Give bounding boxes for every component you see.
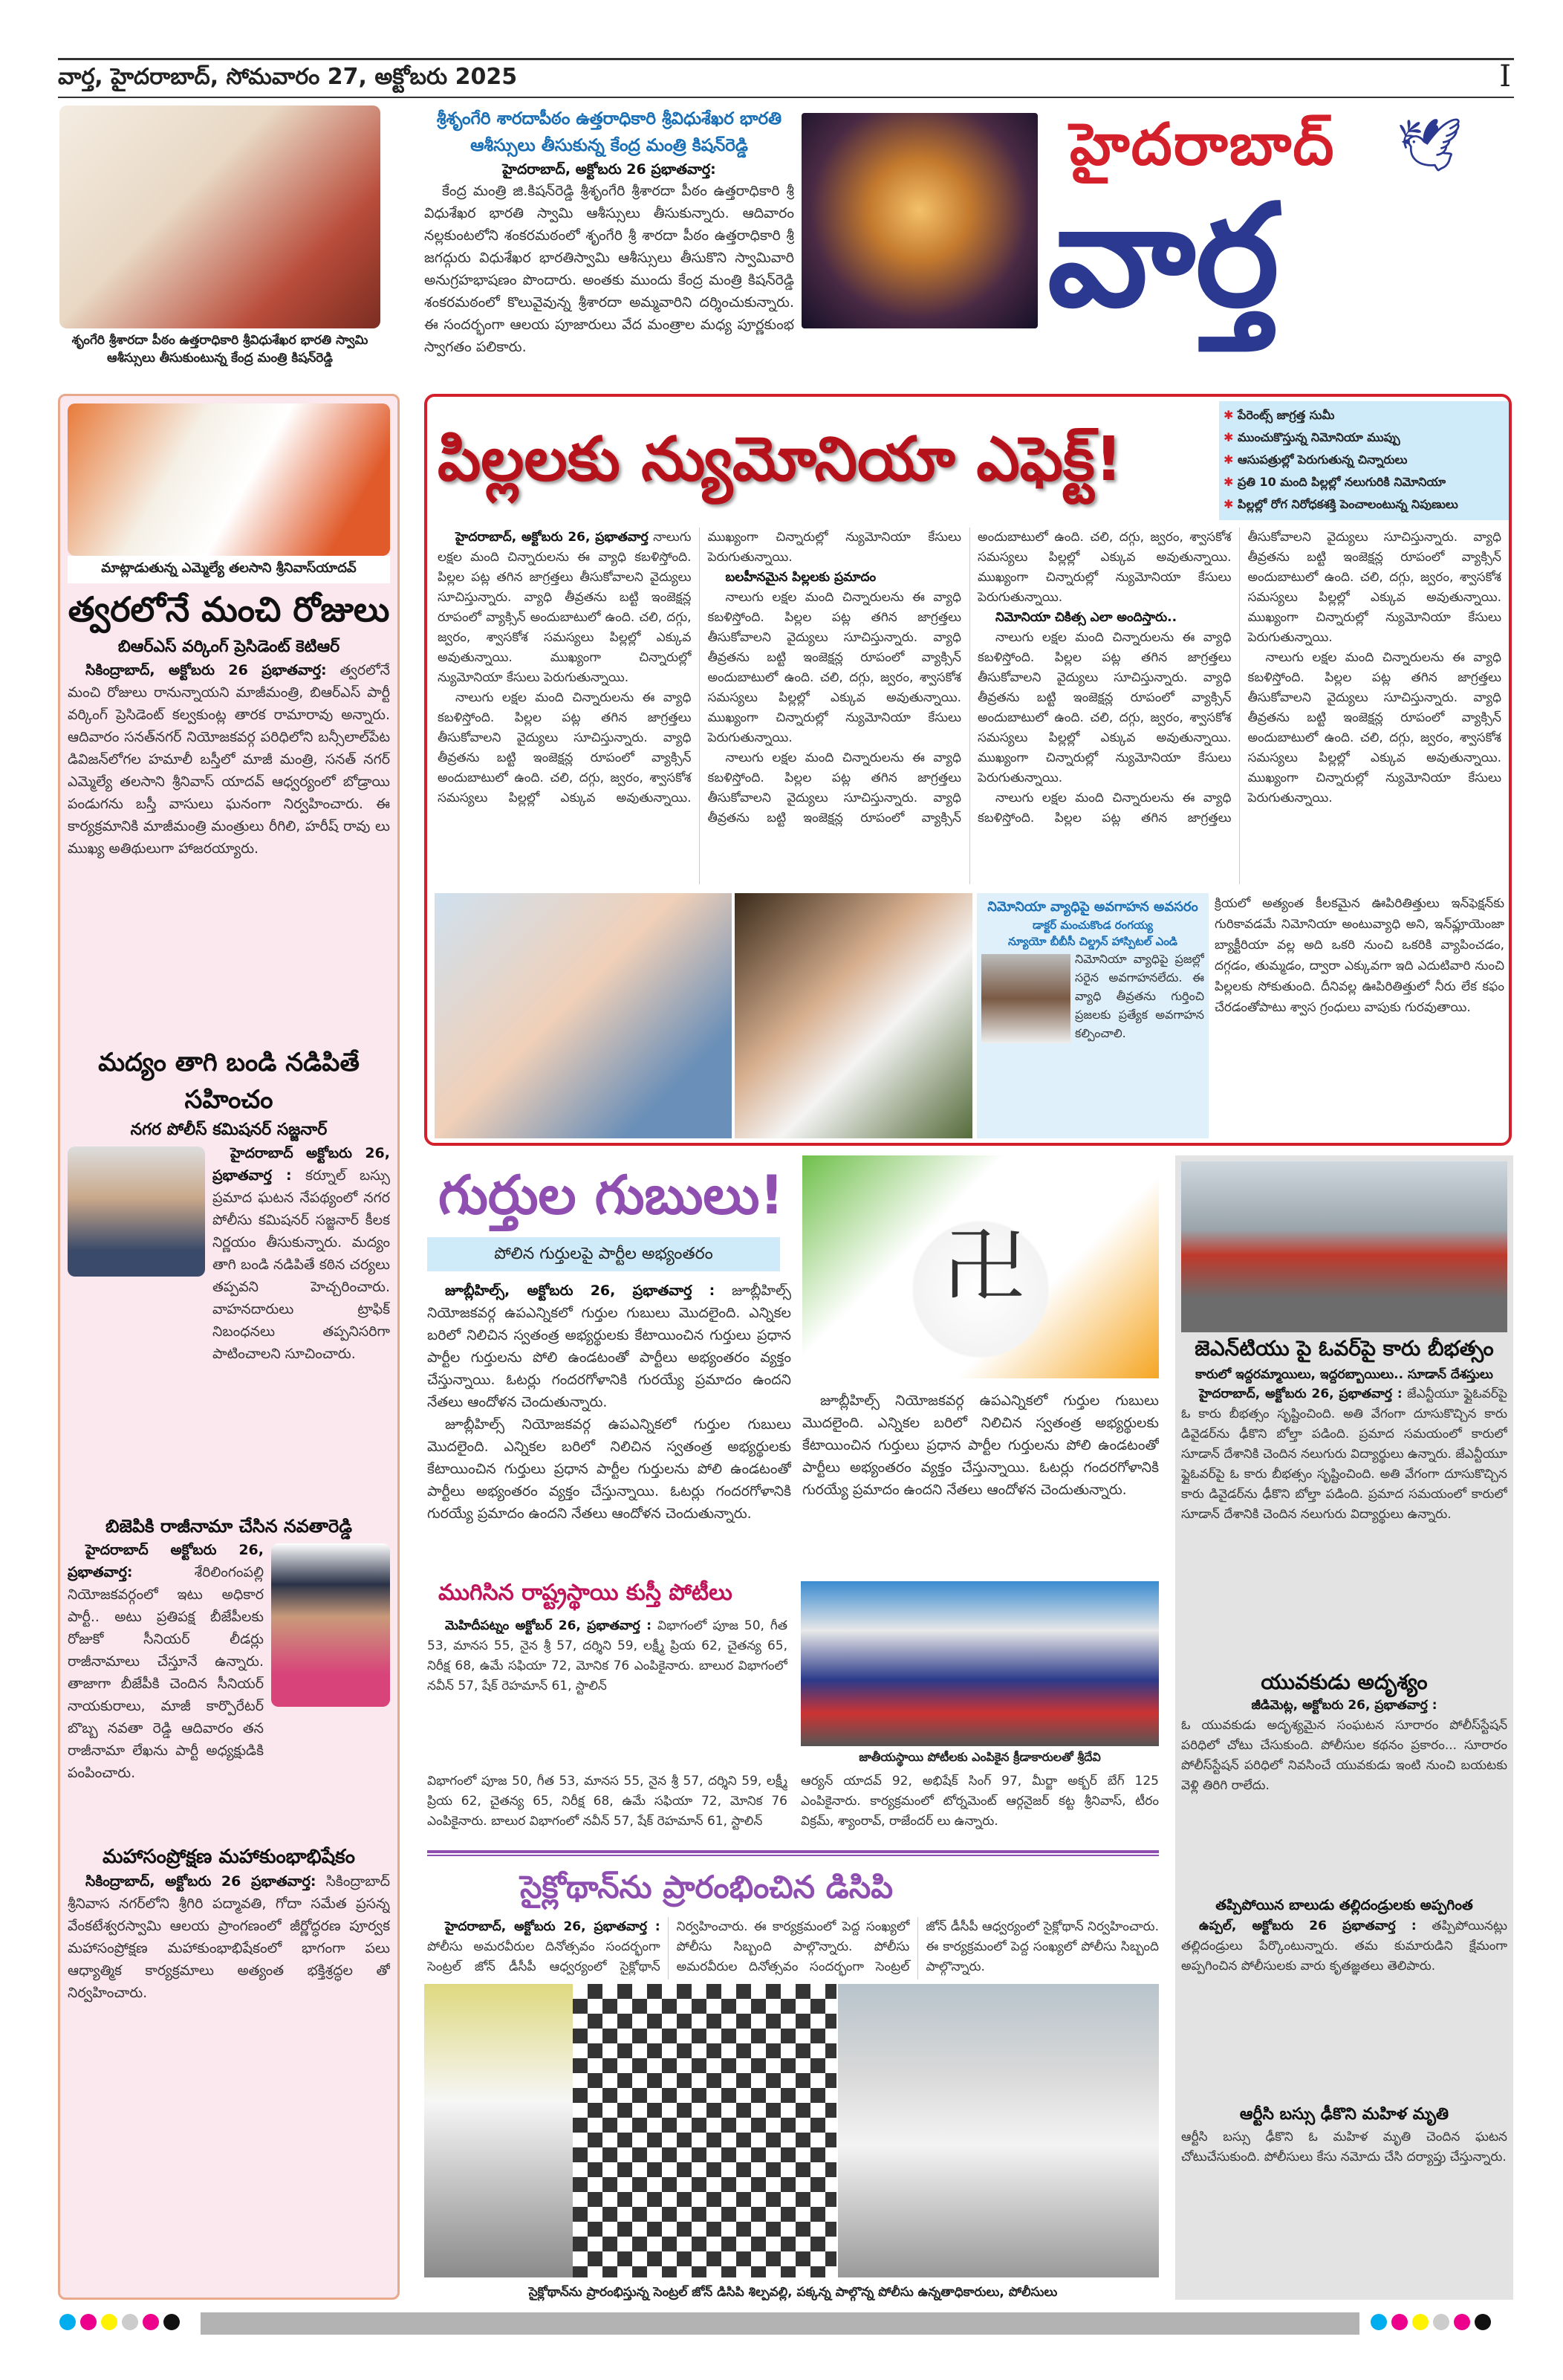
symbols-headline: గుర్తుల గుబులు! [438, 1164, 784, 1226]
talasani-photo [68, 403, 390, 556]
navatha-reddy-photo [271, 1543, 390, 1707]
top-story-body [424, 180, 794, 380]
masthead-name: వార్త [1047, 174, 1279, 338]
wrestlers-photo [801, 1581, 1159, 1746]
wrestling-text: విభాగంలో పూజ 50, గీత 53, మానస 55, నైన శ్రీ 57, దర్శిని 59, లక్ష్మీ ప్రియ 62, చైతన్య 65, నిరీక్ష 68, ఉమే సఫియా 72, మోనిక 76 ఎంపికైనారు. బాలుర విభాగంలో నవీన్ 57, షేక్ రెహమాన్ 61, స్టాలిన్ [427, 1618, 787, 1693]
bullet: ✱ పిల్లల్లో రోగ నిరోధకశక్తి పెంచాలంటున్న నిపుణులు [1224, 497, 1458, 511]
top-story-text: కేంద్ర మంత్రి జి.కిషన్‌రెడ్డి శ్రీశృంగేరి శ్రీశారదా పీఠం ఉత్తరాధికారి శ్రీ విధుశేఖర భారతి స్వామి ఆశీస్సులు తీసుకున్నారు. ఆదివారం నల్లకుంటలోని శంకరమఠంలో శృంగేరి శ్రీ శారదా పీఠం ఉత్తరాధికారి శ్రీ జగద్గురు విధుశేఖర భారతిస్వామి ఆశీస్సులు తీసుకొని స్వామివారి అనుగ్రహభాషణం పొందారు. అంతకు ముందు కేంద్ర మంత్రి కిషన్‌రెడ్డి శంకరమఠంలో కొలువైవున్న శ్రీశారదా అమ్మవారిని దర్శించుకున్నారు. ఈ సందర్భంగా ఆలయ పూజారులు వేద మంత్రాల మధ్య పూర్ణకుంభ స్వాగతం పలికారు. [424, 183, 794, 355]
lead-subhead-1: బలహీనమైన పిల్లలకు ప్రమాదం [725, 570, 877, 585]
charminar-photo [802, 113, 1038, 328]
swastik-mark-icon: 卍 [943, 1219, 1025, 1314]
top-story-dateline: హైదరాబాద్, అక్టోబరు 26 ప్రభాతవార్త: [502, 161, 716, 178]
section-divider [427, 1850, 1159, 1856]
registration-marks-left [59, 2314, 180, 2330]
story2-wrap [68, 1142, 390, 1506]
story1-body [68, 659, 390, 1038]
lead-text: నాలుగు లక్షల మంది చిన్నారులను ఈ వ్యాధి కబళిస్తోంది. పిల్లల పట్ల తగిన జాగ్రత్తలు తీసుకోవాలని వైద్యులు సూచిస్తున్నారు. వ్యాధి తీవ్రతను బట్టి ఇంజెక్షన్ల రూపంలో వ్యాక్సిన్ అందుబాటులో ఉంది. చలి, దగ్గు, జ్వరం, శ్వాసకోశ సమస్యలు పిల్లల్లో ఎక్కువ అవుతున్నాయి. ముఖ్యంగా చిన్నారుల్లో న్యుమోనియా కేసులు పెరుగుతున్నాయి. [707, 530, 1232, 826]
cyclothon-text: పోలీసు అమరవీరుల దినోత్సవం సందర్భంగా సెంట్రల్ జోన్ డీసీపీ ఆధ్వర్యంలో సైక్లోథాన్ నిర్వహించారు. ఈ కార్యక్రమంలో పెద్ద సంఖ్యలో పోలీసు సిబ్బంది పాల్గొన్నారు. [676, 1919, 1159, 1974]
sajjanar-photo [68, 1147, 205, 1277]
ballot-symbols-illustration [802, 1155, 1159, 1378]
story4-dateline: సికింద్రాబాద్, అక్టోబరు 26 ప్రభాతవార్త: [85, 1873, 316, 1890]
story2-text: కర్నూల్ బస్సు ప్రమాద ఘటన నేపథ్యంలో నగర పోలీసు కమిషనర్ సజ్జనార్ కీలక నిర్ణయం తీసుకున్నారు. మద్యం తాగి బండి నడిపితే కఠిన చర్యలు తప్పవని హెచ్చరించారు. వాహనదారులు ట్రాఫిక్ నిబంధనలు తప్పనిసరిగా పాటించాలని సూచించారు. [212, 1167, 390, 1362]
symbols-text: జూబ్లీహిల్స్ నియోజకవర్గ ఉపఎన్నికలో గుర్తుల గుబులు మొదలైంది. ఎన్నికల బరిలో నిలిచిన స్వతంత్ర అభ్యర్థులకు కేటాయించిన గుర్తులు ప్రధాన పార్టీల గుర్తులను పోలి ఉండటంతో పార్టీలు అభ్యంతరం వ్యక్తం చేస్తున్నాయి. ఓటర్లు గందరగోళానికి గురయ్యే ప్రమాదం ఉందని నేతలు ఆందోళన చెందుతున్నారు. [802, 1392, 1159, 1498]
story1-text: త్వరలోనే మంచి రోజులు రానున్నాయని మాజీమంత్రి, బిఆర్ఎస్ పార్టీ వర్కింగ్ ప్రెసిడెంట్ కల్వకుంట్ల తారక రామారావు అన్నారు. ఆదివారం సనత్‌నగర్ నియోజకవర్గ పరిధిలోని బన్సీలాల్‌పేట డివిజన్‌లోగల హమాలీ బస్తీలో మాజీ మంత్రి, సనత్ నగర్ ఎమ్మెల్యే తలసాని శ్రీనివాస్ యాదవ్ ఆధ్వర్యంలో బోడ్రాయి పండుగను బస్తీ వాసులు ఘనంగా నిర్వహించారు. ఈ కార్యక్రమానికి మాజీమంత్రి మంత్రులు రీగిలి, హరీష్ రావు లు ముఖ్య అతిథులుగా హాజరయ్యారు. [68, 662, 390, 857]
story1-dateline: సికింద్రాబాద్, అక్టోబరు 26 ప్రభాతవార్త: [85, 662, 327, 678]
header-rule-top [58, 58, 1514, 60]
bullet-text: ఆసుపత్రుల్లో పెరుగుతున్న చిన్నారులు [1237, 453, 1408, 467]
lead-text: నాలుగు లక్షల మంది చిన్నారులను ఈ వ్యాధి కబళిస్తోంది. పిల్లల పట్ల తగిన జాగ్రత్తలు తీసుకోవాలని వైద్యులు సూచిస్తున్నారు. వ్యాధి తీవ్రతను బట్టి ఇంజెక్షన్ల రూపంలో వ్యాక్సిన్ అందుబాటులో ఉంది. చలి, దగ్గు, జ్వరం, శ్వాసకోశ సమస్యలు పిల్లల్లో ఎక్కువ అవుతున్నాయి. ముఖ్యంగా చిన్నారుల్లో న్యుమోనియా కేసులు పెరుగుతున్నాయి. [978, 530, 1501, 826]
accident-dateline: హైదరాబాద్, అక్టోబరు 26, ప్రభాతవార్త : [1199, 1387, 1403, 1401]
story3-dateline: హైదరాబాద్ అక్టోబరు 26, ప్రభాతవార్త: [68, 1542, 264, 1580]
sick-child-photo-1 [435, 893, 732, 1138]
page-dateline: వార్త, హైదరాబాద్, సోమవారం 27, అక్టోబరు 2025 [58, 64, 518, 90]
top-story [424, 106, 794, 382]
expert-body-continued: క్రియలో అత్యంత కీలకమైన ఊపిరితిత్తులు ఇన్‌ఫెక్షన్‌కు గురికావడమే నిమోనియా అంటువ్యాధి అని, ఇన్‌ఫ్లూయెంజా బ్యాక్టీరియా వల్ల అది ఒకరి నుంచి ఒకరికి వ్యాపించడం, దగ్గడం, తుమ్మడం, ద్వారా ఎక్కువగా ఇది ఎదుటివారి నుంచి పిల్లలకు సోకుతుంది. దీనివల్ల ఊపిరితిత్తులో నీరు లేక కఫం చేరడంతోపాటు శ్వాస గ్రంధులు వాపుకు గురవుతాయి. [1215, 896, 1504, 1015]
story3-text: శేరిలింగంపల్లి నియోజకవర్గంలో ఇటు అధికార పార్టీ.. అటు ప్రతిపక్ష బీజేపీలకు రోజుకో సీనియర్ లీడర్లు రాజీనామాలు చేస్తూనే ఉన్నారు. తాజాగా బీజేపీకి చెందిన సీనియర్ నాయకురాలు, మాజీ కార్పొరేటర్ బొబ్బ నవతా రెడ్డి ఆదివారం తన రాజీనామా లేఖను పార్టీ అధ్యక్షుడికి పంపించారు. [68, 1564, 264, 1781]
story3-wrap [68, 1539, 390, 1836]
kishan-reddy-photo [59, 106, 380, 328]
cyclothon-headline: సైక్లోథాన్‌ను ప్రారంభించిన డిసిపి [520, 1869, 894, 1905]
lead-text: నాలుగు లక్షల మంది చిన్నారులను ఈ వ్యాధి కబళిస్తోంది. పిల్లల పట్ల తగిన జాగ్రత్తలు తీసుకోవాలని వైద్యులు సూచిస్తున్నారు. వ్యాధి తీవ్రతను బట్టి ఇంజెక్షన్ల రూపంలో వ్యాక్సిన్ అందుబాటులో ఉంది. చలి, దగ్గు, జ్వరం, శ్వాసకోశ సమస్యలు పిల్లల్లో ఎక్కువ అవుతున్నాయి. ముఖ్యంగా చిన్నారుల్లో న్యుమోనియా కేసులు పెరుగుతున్నాయి. [978, 630, 1232, 785]
story2-body [212, 1142, 390, 1365]
lead-dateline: హైదరాబాద్, అక్టోబరు 26, ప్రభాతవార్త [455, 530, 649, 545]
story4-text: సికింద్రాబాద్ శ్రీనివాస నగర్‌లోని శ్రీగిరి పద్మావతి, గోదా సమేత ప్రసన్న వేంకటేశ్వరస్వామి ఆలయ ప్రాంగణంలో జీర్ణోద్ధరణ పూర్వక మహాసంప్రోక్షణ మహాకుంభాభిషేకంలో భాగంగా పలు ఆధ్యాత్మిక కార్యక్రమాలు అత్యంత భక్తిశ్రద్ధల తో నిర్వహించారు. [68, 1873, 390, 2001]
symbols-text: జూబ్లీహిల్స్ నియోజకవర్గ ఉపఎన్నికలో గుర్తుల గుబులు మొదలైంది. ఎన్నికల బరిలో నిలిచిన స్వతంత్ర అభ్యర్థులకు కేటాయించిన గుర్తులు ప్రధాన పార్టీల గుర్తులను పోలి ఉండటంతో పార్టీలు అభ్యంతరం వ్యక్తం చేస్తున్నాయి. ఓటర్లు గందరగోళానికి గురయ్యే ప్రమాదం ఉందని నేతలు ఆందోళన చెందుతున్నారు. [427, 1283, 791, 1410]
bullet: ✱ ఆసుపత్రుల్లో పెరుగుతున్న చిన్నారులు [1224, 453, 1408, 467]
bullet: ✱ పేరెంట్స్ జాగ్రత్త సుమీ [1224, 408, 1335, 422]
bullet-text: పేరెంట్స్ జాగ్రత్త సుమీ [1237, 408, 1335, 422]
sick-child-photo-2 [735, 893, 972, 1138]
boy-body [1181, 1916, 1507, 2102]
wrestling-dateline: మెహిదీపట్నం అక్టోబర్ 26, ప్రభాతవార్త : [445, 1618, 652, 1633]
expert-box [977, 893, 1209, 1138]
bullet-text: ముంచుకొస్తున్న నిమోనియా ముప్పు [1237, 430, 1400, 444]
bus-headline: ఆర్టీసి బస్సు ఢీకొని మహిళ మృతి [1239, 2105, 1449, 2124]
story3-body [68, 1539, 264, 1784]
story1-headline: త్వరలోనే మంచి రోజులు [68, 589, 390, 629]
cyclothon-dateline: హైదరాబాద్, అక్టోబరు 26, ప్రభాతవార్త : [445, 1919, 660, 1934]
missing-body: ఓ యువకుడు అదృశ్యమైన సంఘటన సూరారం పోలీస్‌స్టేషన్ పరిధిలో చోటు చేసుకుంది. పోలీసుల కథనం ప్రకారం... సూరారం పోలీస్‌స్టేషన్ పరిధిలో నివసించే యువకుడు ఇంటి నుంచి బయటకు వెళ్లి తిరిగి రాలేదు. [1181, 1718, 1507, 1793]
lead-text: నాలుగు లక్షల మంది చిన్నారులను ఈ వ్యాధి కబళిస్తోంది. పిల్లల పట్ల తగిన జాగ్రత్తలు తీసుకోవాలని వైద్యులు సూచిస్తున్నారు. వ్యాధి తీవ్రతను బట్టి ఇంజెక్షన్ల రూపంలో వ్యాక్సిన్ అందుబాటులో ఉంది. చలి, దగ్గు, జ్వరం, శ్వాసకోశ సమస్యలు పిల్లల్లో ఎక్కువ అవుతున్నాయి. ముఖ్యంగా చిన్నారుల్లో న్యుమోనియా కేసులు పెరుగుతున్నాయి. [1247, 650, 1501, 805]
symbols-dateline: జూబ్లీహిల్స్, అక్టోబరు 26, ప్రభాతవార్త : [445, 1283, 715, 1299]
cyclothon-flag-photo [424, 1984, 836, 2277]
dove-icon: 🕊 [1397, 114, 1463, 175]
expert-headline: నిమోనియా వ్యాధిపై అవగాహన అవసరం [987, 899, 1198, 915]
bullet: ✱ ప్రతి 10 మంది పిల్లల్లో నలుగురికి నిమోనియా [1224, 475, 1446, 489]
footer-bar [201, 2312, 1359, 2335]
lead-subhead-2: నిమోనియా చికిత్స ఎలా అందిస్తారు.. [995, 610, 1177, 625]
left-column [58, 394, 400, 2300]
lead-text: నాలుగు లక్షల మంది చిన్నారులను ఈ వ్యాధి కబళిస్తోంది. పిల్లల పట్ల తగిన జాగ్రత్తలు తీసుకోవాలని వైద్యులు సూచిస్తున్నారు. వ్యాధి తీవ్రతను బట్టి ఇంజెక్షన్ల రూపంలో వ్యాక్సిన్ అందుబాటులో ఉంది. చలి, దగ్గు, జ్వరం, శ్వాసకోశ సమస్యలు పిల్లల్లో ఎక్కువ అవుతున్నాయి. ముఖ్యంగా చిన్నారుల్లో న్యుమోనియా కేసులు పెరుగుతున్నాయి. [438, 530, 692, 685]
lead-body [438, 528, 1501, 884]
bullet: ✱ ముంచుకొస్తున్న నిమోనియా ముప్పు [1224, 430, 1400, 444]
lead-bullets [1219, 401, 1509, 520]
missing-dateline: జీడిమెట్ల, అక్టోబరు 26, ప్రభాతవార్త : [1251, 1698, 1437, 1713]
symbols-subhead: పోలిన గుర్తులపై పార్టీల అభ్యంతరం [427, 1237, 780, 1271]
expert-name: డాక్టర్ మంచుకొండ రంగయ్య [1032, 918, 1154, 932]
accident-text: జేఎన్టీయూ ఫ్లైఓవర్‌పై ఓ కారు బీభత్సం సృష్టించింది. అతి వేగంగా దూసుకొచ్చిన కారు డివైడర్‌ను ఢీకొని బోల్తా పడింది. ప్రమాద సమయంలో కారులో సూడాన్ దేశానికి చెందిన నలుగురు విద్యార్థులు ఉన్నారు. [1181, 1447, 1507, 1522]
story4-body [68, 1870, 390, 2182]
story2-dateline: హైదరాబాద్ అక్టోబరు 26, ప్రభాతవార్త : [212, 1145, 390, 1184]
cyclists-photo [838, 1984, 1159, 2277]
accident-headline: జెఎన్‌టియు పై ఓవర్‌పై కారు బీభత్సం [1195, 1336, 1494, 1361]
lead-text: నాలుగు లక్షల మంది చిన్నారులను ఈ వ్యాధి కబళిస్తోంది. పిల్లల పట్ల తగిన జాగ్రత్తలు తీసుకోవాలని వైద్యులు సూచిస్తున్నారు. వ్యాధి తీవ్రతను బట్టి ఇంజెక్షన్ల రూపంలో వ్యాక్సిన్ అందుబాటులో ఉంది. చలి, దగ్గు, జ్వరం, శ్వాసకోశ సమస్యలు పిల్లల్లో ఎక్కువ అవుతున్నాయి. ముఖ్యంగా చిన్నారుల్లో న్యుమోనియా కేసులు పెరుగుతున్నాయి. [707, 590, 961, 745]
boy-headline: తప్పిపోయిన బాలుడు తల్లిదండ్రులకు అప్పగింత [1215, 1897, 1473, 1913]
cyclothon-body [427, 1917, 1159, 1979]
doctor-photo [981, 954, 1070, 1043]
story2-subhead: నగర పోలీస్ కమిషనర్ సజ్జనార్ [130, 1121, 328, 1139]
symbols-text: జూబ్లీహిల్స్ నియోజకవర్గ ఉపఎన్నికలో గుర్తుల గుబులు మొదలైంది. ఎన్నికల బరిలో నిలిచిన స్వతంత్ర అభ్యర్థులకు కేటాయించిన గుర్తులు ప్రధాన పార్టీల గుర్తులను పోలి ఉండటంతో పార్టీలు అభ్యంతరం వ్యక్తం చేస్తున్నాయి. ఓటర్లు గందరగోళానికి గురయ్యే ప్రమాదం ఉందని నేతలు ఆందోళన చెందుతున్నారు. [427, 1416, 791, 1522]
story1-subhead: బిఆర్ఎస్ వర్కింగ్ ప్రెసిడెంట్ కెటిఆర్ [117, 638, 340, 656]
missing-headline: యువకుడు అదృశ్యం [1261, 1670, 1428, 1694]
lead-headline: పిల్లలకు న్యుమోనియా ఎఫెక్ట్! [438, 424, 1123, 495]
wrestling-body-left: విభాగంలో పూజ 50, గీత 53, మానస 55, నైన శ్రీ 57, దర్శిని 59, లక్ష్మీ ప్రియ 62, చైతన్య 65, నిరీక్ష 68, ఉమే సఫియా 72, మోనిక 76 ఎంపికైనారు. బాలుర విభాగంలో నవీన్ 57, షేక్ రెహమాన్ 61, స్టాలిన్ [427, 1774, 787, 1829]
expert-body: నిమోనియా వ్యాధిపై ప్రజల్లో సరైన అవగాహనలేదు. ఈ వ్యాధి తీవ్రతను గుర్తించి ప్రజలకు ప్రత్యేక అవగాహన కల్పించాలి. [1075, 952, 1204, 1040]
boy-text: తప్పిపోయినట్లు తల్లిదండ్రులు పేర్కొంటున్నారు. తమ కుమారుడిని క్షేమంగా అప్పగించిన పోలీసులకు వారు కృతజ్ఞతలు తెలిపారు. [1181, 1919, 1507, 1974]
wrestling-body-top [427, 1616, 787, 1757]
registration-marks-right [1371, 2314, 1491, 2330]
expert-title: న్యూయో బీబీసీ చిల్డ్రన్ హాస్పిటల్ ఎండి [1007, 935, 1178, 948]
page-number: I [1499, 59, 1511, 94]
cyclothon-caption: సైక్లోథాన్‌ను ప్రారంభిస్తున్న సెంట్రల్ జోన్ డిసిపి శిల్పవల్లి, పక్కన్న పాల్గొన్న పోలీసు ఉన్నతాధికారులు, పోలీసులు [528, 2285, 1058, 2300]
masthead-city: హైదరాబాద్ [1070, 111, 1336, 178]
top-story-headline-2: ఆశీస్సులు తీసుకున్న కేంద్ర మంత్రి కిషన్‌రెడ్డి [470, 136, 748, 155]
symbols-body [427, 1280, 791, 1562]
lead-text: నాలుగు లక్షల మంది చిన్నారులను ఈ వ్యాధి కబళిస్తోంది. పిల్లల పట్ల తగిన జాగ్రత్తలు తీసుకోవాలని వైద్యులు సూచిస్తున్నారు. వ్యాధి తీవ్రతను బట్టి ఇంజెక్షన్ల రూపంలో వ్యాక్సిన్ అందుబాటులో ఉంది. చలి, దగ్గు, జ్వరం, శ్వాసకోశ సమస్యలు పిల్లల్లో ఎక్కువ అవుతున్నాయి. ముఖ్యంగా చిన్నారుల్లో న్యుమోనియా కేసులు పెరుగుతున్నాయి. [438, 530, 961, 805]
wrestling-body-right: ఆర్యన్ యాదవ్ 92, అభిషేక్ సింగ్ 97, మీర్జా అక్బర్ బేగ్ 125 ఎంపికైనారు. కార్యక్రమంలో టోర్నమెంట్ ఆర్గనైజర్ కట్ట శ్రీనివాస్, టీరం విక్రమ్, శ్యాంరావ్, రాజేందర్ లు ఉన్నారు. [801, 1774, 1159, 1829]
top-story-headline-1: శ్రీశృంగేరి శారదాపీఠం ఉత్తరాధికారి శ్రీవిధుశేఖర భారతి [436, 109, 782, 129]
story3-headline: బిజెపికి రాజీనామా చేసిన నవతారెడ్డి [105, 1516, 353, 1537]
accident-subhead: కారులో ఇద్దరమ్మాయిలు, ఇద్దరబ్బాయిలు.. సూడాన్ దేశస్తులు [1195, 1367, 1493, 1382]
symbols-body-right [802, 1390, 1159, 1568]
bus-body: ఆర్టీసి బస్సు ఢీకొని ఓ మహిళ మృతి చెందిన ఘటన చోటుచేసుకుంది. పోలీసులు కేసు నమోదు చేసి దర్యాప్తు చేస్తున్నారు. [1181, 2130, 1507, 2165]
story4-headline: మహాసంప్రోక్షణ మహాకుంభాభిషేకం [103, 1846, 355, 1868]
bullet-text: ప్రతి 10 మంది పిల్లల్లో నలుగురికి నిమోనియా [1237, 475, 1446, 489]
accident-text: జేఎన్టీయూ ఫ్లైఓవర్‌పై ఓ కారు బీభత్సం సృష్టించింది. అతి వేగంగా దూసుకొచ్చిన కారు డివైడర్‌ను ఢీకొని బోల్తా పడింది. ప్రమాద సమయంలో కారులో సూడాన్ దేశానికి చెందిన నలుగురు విద్యార్థులు ఉన్నారు. [1181, 1387, 1507, 1462]
header-rule-bottom [58, 97, 1514, 98]
photo-caption: శృంగేరి శ్రీశారదా పీఠం ఉత్తరాధికారి శ్రీవిధుశేఖర భారతి స్వామి ఆశీస్సులు తీసుకుంటున్న కేంద్ర మంత్రి కిషన్‌రెడ్డి [71, 333, 368, 366]
boy-dateline: ఉప్పల్, అక్టోబరు 26 ప్రభాతవార్త : [1199, 1919, 1417, 1933]
accident-body [1181, 1384, 1507, 1667]
wrestling-headline: ముగిసిన రాష్ట్రస్థాయి కుస్తీ పోటీలు [438, 1580, 732, 1606]
cyclothon-text: పోలీసు అమరవీరుల దినోత్సవం సందర్భంగా సెంట్రల్ జోన్ డీసీపీ ఆధ్వర్యంలో సైక్లోథాన్ నిర్వహించారు. ఈ కార్యక్రమంలో పెద్ద సంఖ్యలో పోలీసు సిబ్బంది పాల్గొన్నారు. [427, 1919, 910, 1974]
story2-headline: మద్యం తాగి బండి నడిపితే సహించం [98, 1048, 360, 1115]
overturned-car-photo [1181, 1161, 1507, 1332]
bullet-text: పిల్లల్లో రోగ నిరోధకశక్తి పెంచాలంటున్న నిపుణులు [1237, 497, 1458, 511]
talasani-caption: మాట్లాడుతున్న ఎమ్మెల్యే తలసాని శ్రీనివాస్‌యాదవ్ [68, 556, 390, 583]
lead-story [424, 394, 1512, 1146]
wrestlers-caption: జాతీయస్థాయి పోటీలకు ఎంపికైన క్రీడాకారులతో శ్రీదేవి [859, 1750, 1101, 1764]
right-column [1175, 1155, 1513, 2300]
